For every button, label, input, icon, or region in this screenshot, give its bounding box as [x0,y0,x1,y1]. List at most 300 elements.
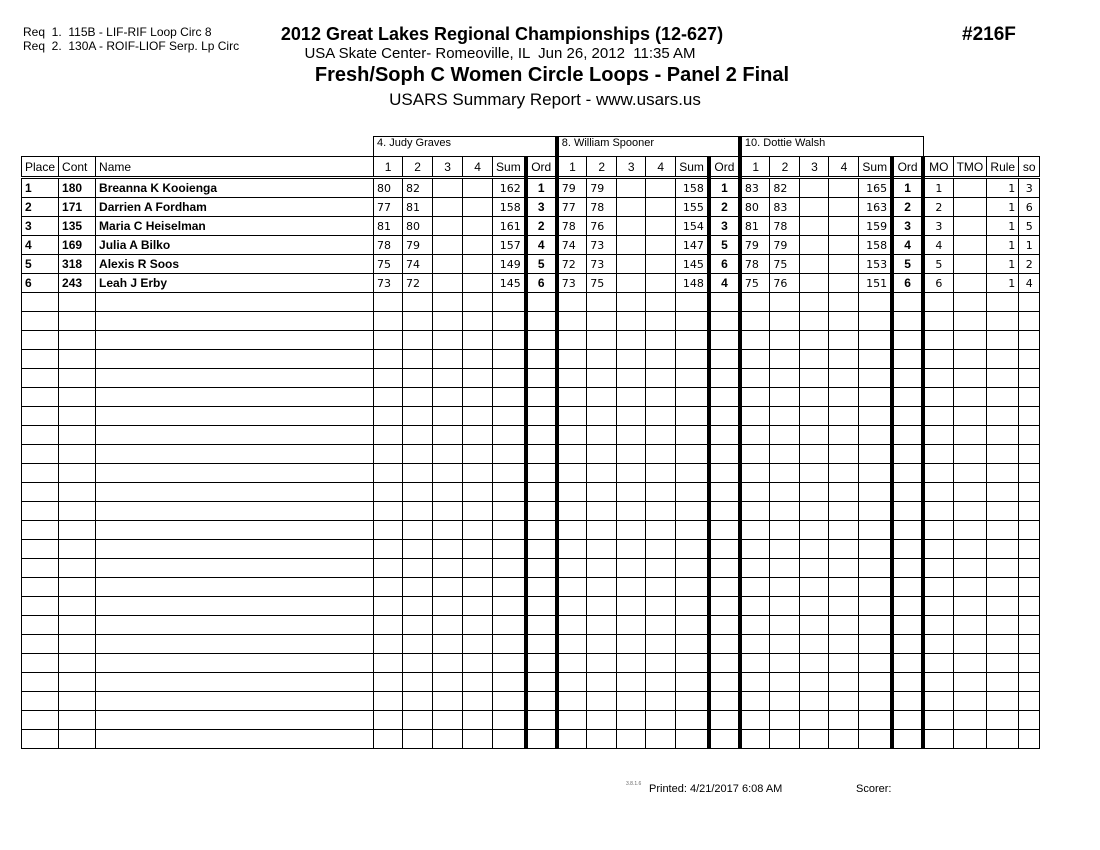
score-4-cell [829,178,859,198]
sum-cell: 161 [493,217,526,236]
score-2-cell [770,350,800,369]
sum-cell [676,350,709,369]
sum-cell [676,426,709,445]
sum-cell [676,293,709,312]
score-2-cell: 73 [587,236,617,255]
score-4-cell [829,369,859,388]
tmo-cell [953,464,987,483]
score-3-cell [433,654,463,673]
score-2-cell: 78 [587,198,617,217]
cont-cell [59,464,96,483]
score-4-cell [463,464,493,483]
score-1-cell [557,293,587,312]
ord-cell: 1 [709,178,740,198]
sum-cell: 165 [859,178,892,198]
score-4-cell [463,711,493,730]
score-3-cell [433,597,463,616]
sum-cell [676,673,709,692]
mo-cell [923,293,953,312]
sum-cell [859,616,892,635]
sum-cell [676,502,709,521]
score-4-cell [463,426,493,445]
score-3-cell [617,369,646,388]
score-1-cell [557,730,587,749]
rule-cell [987,540,1019,559]
score-1-cell: 75 [740,274,770,293]
score-4-cell [463,635,493,654]
score-4-cell [829,616,859,635]
score-4-cell [829,293,859,312]
score-3-cell [617,597,646,616]
score-4-cell [463,730,493,749]
score-3-cell [433,730,463,749]
score-2-cell [587,464,617,483]
score-2-cell [770,578,800,597]
score-1-cell [374,559,403,578]
score-2-cell [587,616,617,635]
score-1-cell [557,521,587,540]
score-4-cell [463,369,493,388]
header-sum: Sum [859,157,892,178]
score-4-cell [463,407,493,426]
score-3-cell [433,578,463,597]
sum-cell: 163 [859,198,892,217]
score-2-cell: 79 [587,178,617,198]
ord-cell [892,369,923,388]
score-3-cell [800,445,829,464]
ord-cell [709,597,740,616]
score-2-cell [587,730,617,749]
name-cell [96,654,374,673]
score-4-cell [646,407,676,426]
ord-cell: 6 [526,274,557,293]
so-cell [1019,597,1040,616]
score-4-cell [829,692,859,711]
score-3-cell [433,331,463,350]
header-score-s3: 3 [617,157,646,178]
so-cell [1019,445,1040,464]
score-2-cell [403,616,433,635]
score-1-cell [374,369,403,388]
tmo-cell [953,730,987,749]
rule-cell [987,730,1019,749]
name-cell [96,388,374,407]
place-cell [22,540,59,559]
ord-cell [892,331,923,350]
ord-cell [709,654,740,673]
sum-cell [859,407,892,426]
score-2-cell [587,502,617,521]
place-cell [22,559,59,578]
ord-cell: 2 [526,217,557,236]
ord-cell [526,350,557,369]
sum-cell: 147 [676,236,709,255]
ord-cell [526,483,557,502]
mo-cell [923,369,953,388]
tmo-cell [953,483,987,502]
ord-cell: 2 [709,198,740,217]
ord-cell [526,464,557,483]
cont-cell [59,616,96,635]
score-3-cell [800,350,829,369]
sum-cell [676,369,709,388]
score-2-cell [587,559,617,578]
competition-title: 2012 Great Lakes Regional Championships (12-627) [280,24,724,44]
score-4-cell [463,673,493,692]
place-cell: 5 [22,255,59,274]
score-2-cell [587,293,617,312]
score-2-cell: 75 [587,274,617,293]
name-cell [96,578,374,597]
score-2-cell [770,331,800,350]
ord-cell [526,331,557,350]
score-4-cell [829,464,859,483]
sum-cell [859,312,892,331]
so-cell [1019,483,1040,502]
place-cell [22,730,59,749]
mo-cell [923,331,953,350]
score-3-cell [800,654,829,673]
score-1-cell [740,502,770,521]
place-cell [22,597,59,616]
score-2-cell [403,369,433,388]
tmo-cell [953,540,987,559]
sum-cell [676,597,709,616]
name-cell [96,597,374,616]
ord-cell: 5 [709,236,740,255]
header-sum: Sum [676,157,709,178]
ord-cell [526,673,557,692]
so-cell [1019,407,1040,426]
result-row [22,236,1040,255]
score-2-cell: 79 [770,236,800,255]
name-cell: Leah J Erby [96,274,374,293]
place-cell [22,369,59,388]
so-cell [1019,540,1040,559]
tmo-cell [953,312,987,331]
score-2-cell [770,502,800,521]
header-place: Place [22,157,59,178]
rule-cell [987,559,1019,578]
name-cell: Maria C Heiselman [96,217,374,236]
sum-cell [859,692,892,711]
score-2-cell [403,597,433,616]
judge-2: 8. William Spooner [557,137,740,157]
ord-cell [892,426,923,445]
rule-cell [987,597,1019,616]
rule-cell [987,654,1019,673]
ord-cell [892,654,923,673]
sum-cell [493,616,526,635]
sum-cell [493,597,526,616]
empty-row [22,654,1040,673]
score-2-cell [770,730,800,749]
score-3-cell [800,369,829,388]
score-2-cell [587,578,617,597]
score-4-cell [463,502,493,521]
score-4-cell [463,198,493,217]
score-2-cell [403,521,433,540]
tmo-cell [953,654,987,673]
score-1-cell [740,426,770,445]
mo-cell [923,597,953,616]
cont-cell [59,692,96,711]
so-cell [1019,350,1040,369]
score-4-cell [463,350,493,369]
score-2-cell [403,407,433,426]
cont-cell [59,426,96,445]
score-3-cell [800,331,829,350]
cont-cell [59,635,96,654]
tmo-cell [953,331,987,350]
cont-cell [59,540,96,559]
ord-cell [526,692,557,711]
ord-cell [526,616,557,635]
so-cell [1019,293,1040,312]
score-3-cell [617,578,646,597]
ord-cell [526,445,557,464]
ord-cell [709,445,740,464]
score-1-cell [557,331,587,350]
sum-cell [493,730,526,749]
mo-cell [923,711,953,730]
so-cell: 5 [1019,217,1040,236]
mo-cell [923,521,953,540]
result-row [22,274,1040,293]
mo-cell [923,445,953,464]
so-cell [1019,369,1040,388]
score-3-cell [433,464,463,483]
ord-cell [709,635,740,654]
ord-cell [526,635,557,654]
name-cell [96,464,374,483]
header-ord: Ord [892,157,923,178]
score-4-cell [646,445,676,464]
empty-row [22,540,1040,559]
ord-cell [526,540,557,559]
score-4-cell [646,673,676,692]
score-1-cell [740,635,770,654]
rule-cell [987,426,1019,445]
ord-cell [892,388,923,407]
score-2-cell [770,445,800,464]
sum-cell [493,711,526,730]
ord-cell: 4 [526,236,557,255]
score-3-cell [800,274,829,293]
sum-cell [493,502,526,521]
sum-cell [493,483,526,502]
score-2-cell [587,483,617,502]
so-cell [1019,426,1040,445]
tmo-cell [953,255,987,274]
score-3-cell [617,540,646,559]
score-3-cell [800,483,829,502]
mo-cell [923,502,953,521]
mo-cell [923,350,953,369]
place-cell [22,673,59,692]
empty-row [22,597,1040,616]
sum-cell [493,578,526,597]
empty-row [22,464,1040,483]
header-score-s4: 4 [463,157,493,178]
score-4-cell [463,274,493,293]
sum-cell [676,331,709,350]
score-4-cell [646,635,676,654]
score-3-cell [433,635,463,654]
score-1-cell [374,616,403,635]
ord-cell [892,445,923,464]
name-cell [96,407,374,426]
sum-cell [859,426,892,445]
score-1-cell [374,312,403,331]
header-tmo: TMO [953,157,987,178]
score-3-cell [800,407,829,426]
score-3-cell [433,217,463,236]
sum-cell [676,464,709,483]
sum-cell [859,578,892,597]
name-cell: Alexis R Soos [96,255,374,274]
score-2-cell [770,597,800,616]
sum-cell [859,502,892,521]
score-3-cell [617,502,646,521]
sum-cell [493,521,526,540]
score-1-cell [557,445,587,464]
header-ord: Ord [526,157,557,178]
place-cell [22,350,59,369]
score-3-cell [617,730,646,749]
place-cell [22,293,59,312]
score-2-cell [587,654,617,673]
so-cell [1019,578,1040,597]
name-cell [96,426,374,445]
sum-cell [859,293,892,312]
score-1-cell: 80 [740,198,770,217]
score-1-cell [740,616,770,635]
tmo-cell [953,692,987,711]
place-cell [22,521,59,540]
ord-cell [892,711,923,730]
score-3-cell [800,597,829,616]
header-sum: Sum [493,157,526,178]
score-4-cell [646,578,676,597]
score-2-cell [770,711,800,730]
place-cell: 6 [22,274,59,293]
score-3-cell [617,407,646,426]
score-2-cell [403,331,433,350]
header-score-s1: 1 [374,157,403,178]
header-score-s1: 1 [740,157,770,178]
ord-cell: 1 [892,178,923,198]
sum-cell [859,559,892,578]
place-cell [22,692,59,711]
ord-cell [892,635,923,654]
score-2-cell: 83 [770,198,800,217]
score-2-cell [587,540,617,559]
mo-cell [923,654,953,673]
sum-cell [493,426,526,445]
score-4-cell [829,597,859,616]
sum-cell: 149 [493,255,526,274]
header-rule: Rule [987,157,1019,178]
score-4-cell [646,502,676,521]
place-cell [22,578,59,597]
mo-cell [923,578,953,597]
score-2-cell [770,673,800,692]
sum-cell: 148 [676,274,709,293]
score-2-cell: 82 [403,178,433,198]
tmo-cell [953,274,987,293]
name-cell: Julia A Bilko [96,236,374,255]
ord-cell [526,426,557,445]
ord-cell [709,540,740,559]
sum-cell [676,483,709,502]
ord-cell [526,654,557,673]
score-4-cell [463,540,493,559]
sum-cell: 159 [859,217,892,236]
ord-cell [709,578,740,597]
score-1-cell [374,502,403,521]
score-2-cell [403,426,433,445]
cont-cell [59,559,96,578]
rule-cell: 1 [987,255,1019,274]
tmo-cell [953,198,987,217]
sum-cell [676,540,709,559]
empty-row [22,483,1040,502]
score-3-cell [433,198,463,217]
score-2-cell: 73 [587,255,617,274]
score-3-cell [617,426,646,445]
place-cell [22,616,59,635]
score-3-cell [800,635,829,654]
score-3-cell [800,293,829,312]
score-4-cell [646,293,676,312]
empty-row [22,388,1040,407]
cont-cell [59,730,96,749]
ord-cell [892,464,923,483]
requirement-2: Req 2. 130A - ROIF-LIOF Serp. Lp Circ [23,39,240,53]
sum-cell [676,730,709,749]
rule-cell [987,483,1019,502]
score-4-cell [829,407,859,426]
score-3-cell [800,711,829,730]
score-1-cell [557,578,587,597]
rule-cell [987,502,1019,521]
score-1-cell [740,293,770,312]
score-2-cell [587,673,617,692]
score-1-cell [374,331,403,350]
score-3-cell [617,255,646,274]
so-cell [1019,559,1040,578]
cont-cell: 243 [59,274,96,293]
score-2-cell: 79 [403,236,433,255]
ord-cell [709,711,740,730]
tmo-cell [953,293,987,312]
score-4-cell [829,445,859,464]
sum-cell [493,369,526,388]
score-4-cell [463,178,493,198]
score-3-cell [800,559,829,578]
sum-cell [859,369,892,388]
rule-cell [987,331,1019,350]
score-2-cell [403,350,433,369]
ord-cell [526,578,557,597]
place-cell [22,464,59,483]
so-cell: 1 [1019,236,1040,255]
name-cell [96,692,374,711]
mo-cell: 1 [923,178,953,198]
rule-cell: 1 [987,198,1019,217]
so-cell [1019,635,1040,654]
